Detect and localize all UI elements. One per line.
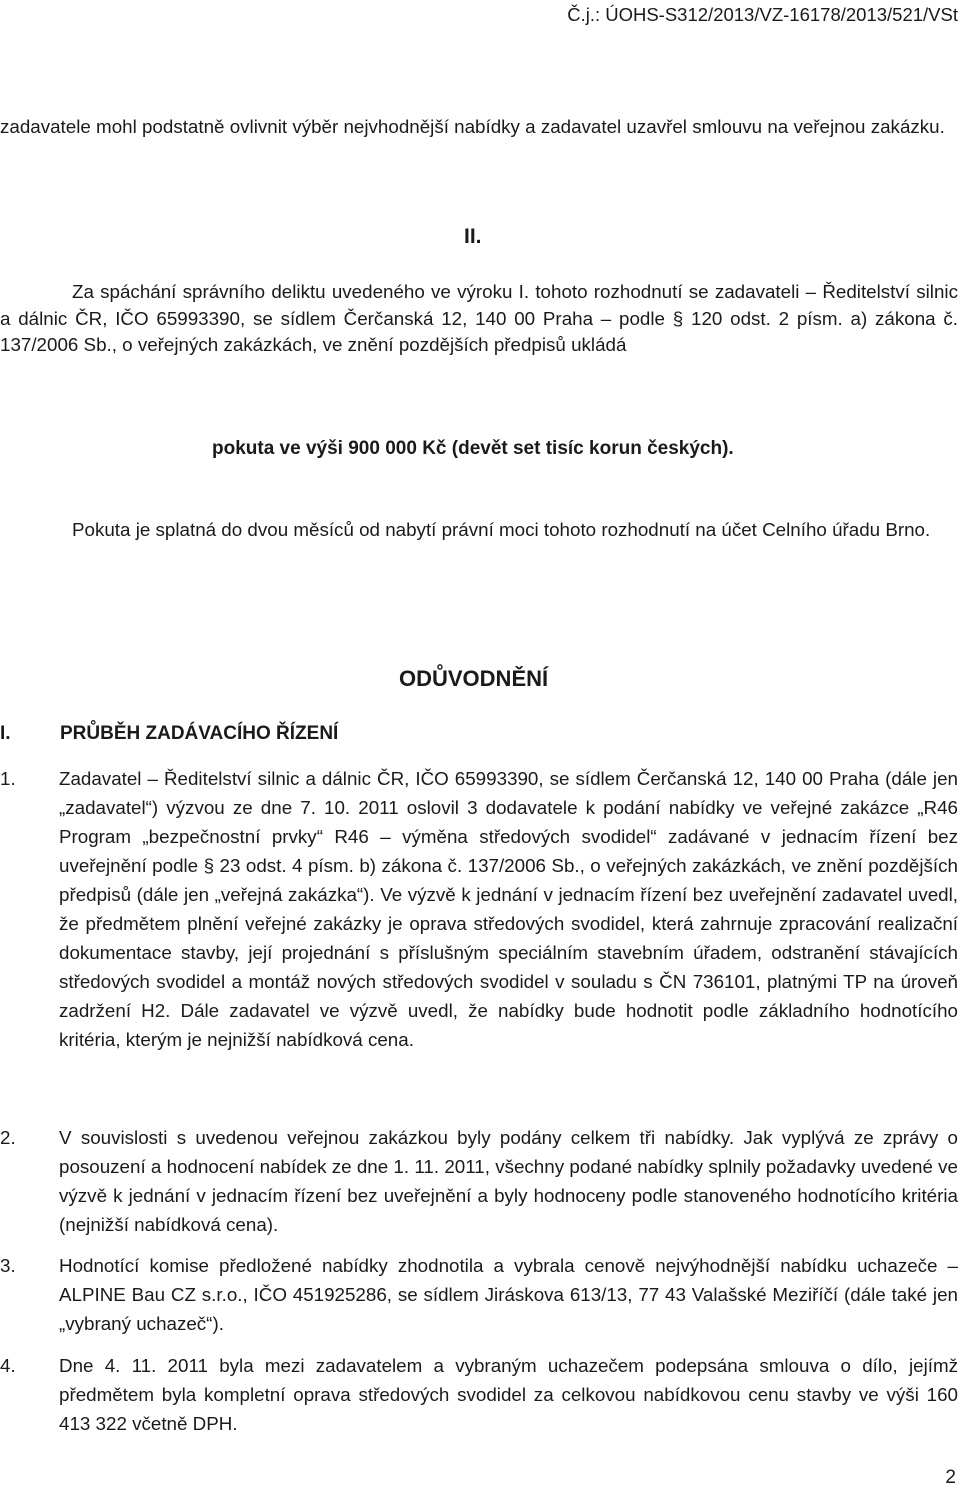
list-item-number: 1.	[0, 768, 16, 789]
intro-paragraph: zadavatele mohl podstatně ovlivnit výběr nejvhodnější nabídky a zadavatel uzavřel smlouvu na veřejnou zakázku.	[0, 116, 945, 137]
list-item-text: Zadavatel – Ředitelství silnic a dálnic ČR, IČO 65993390, se sídlem Čerčanská 12, 140 00 Praha (dále jen „zadavatel“) výzvou ze dne 7. 10. 2011 oslovil 3 dodavatele k podání nabídky ve veřejné zakázce „R46 Program „bezpečnostní prvky“ R46 – výměna středových svodidel“ zadávané v jednacím řízení bez uveřejnění podle § 23 odst. 4 písm. b) zákona č. 137/2006 Sb., o veřejných zakázkách, ve znění pozdějších předpisů (dále jen „veřejná zakázka“). Ve výzvě k jednání v jednacím řízení bez uveřejnění zadavatel uvedl, že předmětem plnění veřejné zakázky je oprava středových svodidel, která zahrnuje zpracování realizační dokumentace stavby, její projednání s příslušným speciálním stavebním úřadem, odstranění stávajících středových svodidel a montáž nových středových svodidel v souladu s ČN 736101, platnými TP na úroveň zadržení H2. Dále zadavatel ve výzvě uvedl, že nabídky bude hodnotit podle základního hodnotícího kritéria, kterým je nejnižší nabídková cena.	[59, 768, 958, 1050]
fine-amount: pokuta ve výši 900 000 Kč (devět set tisíc korun českých).	[212, 438, 734, 459]
list-item-number: 3.	[0, 1255, 16, 1276]
list-item-number: 4.	[0, 1355, 16, 1376]
reasoning-heading: ODŮVODNĚNÍ	[399, 666, 549, 691]
list-item	[0, 764, 958, 1054]
list-item-text: Dne 4. 11. 2011 byla mezi zadavatelem a vybraným uchazečem podepsána smlouva o dílo, jejímž předmětem byla kompletní oprava středových svodidel za celkovou nabídkovou cenu stavby ve výši 160 413 322 včetně DPH.	[59, 1355, 958, 1434]
verdict-ii-heading: II.	[464, 225, 482, 248]
list-item-text: V souvislosti s uvedenou veřejnou zakázkou byly podány celkem tři nabídky. Jak vyplývá ze zprávy o posouzení a hodnocení nabídek ze dne 1. 11. 2011, všechny podané nabídky splnily požadavky uvedené ve výzvě k jednání v jednacím řízení bez uveřejnění a byly hodnoceny podle stanoveného hodnotícího kritéria (nejnižší nabídková cena).	[59, 1127, 958, 1235]
section-number: I.	[0, 723, 11, 744]
list-item	[0, 1251, 958, 1338]
list-item-text: Hodnotící komise předložené nabídky zhodnotila a vybrala cenově nejvýhodnější nabídku uchazeče – ALPINE Bau CZ s.r.o., IČO 451925286, se sídlem Jiráskova 613/13, 77 43 Valašské Meziříčí (dále také jen „vybraný uchazeč“).	[59, 1255, 958, 1334]
verdict-ii-paragraph: Za spáchání správního deliktu uvedeného ve výroku I. tohoto rozhodnutí se zadavateli – Ředitelství silnic a dálnic ČR, IČO 65993390, se sídlem Čerčanská 12, 140 00 Praha – podle § 120 odst. 2 písm. a) zákona č. 137/2006 Sb., o veřejných zakázkách, ve znění pozdějších předpisů ukládá	[0, 281, 958, 355]
section-title: PRŮBĚH ZADÁVACÍHO ŘÍZENÍ	[60, 723, 339, 744]
payment-paragraph: Pokuta je splatná do dvou měsíců od nabytí právní moci tohoto rozhodnutí na účet Celního úřadu Brno.	[72, 519, 931, 540]
page-number: 2	[945, 1467, 956, 1488]
case-reference: Č.j.: ÚOHS-S312/2013/VZ-16178/2013/521/VSt	[567, 4, 958, 25]
list-item-number: 2.	[0, 1127, 16, 1148]
list-item	[0, 1351, 958, 1438]
list-item	[0, 1123, 958, 1239]
